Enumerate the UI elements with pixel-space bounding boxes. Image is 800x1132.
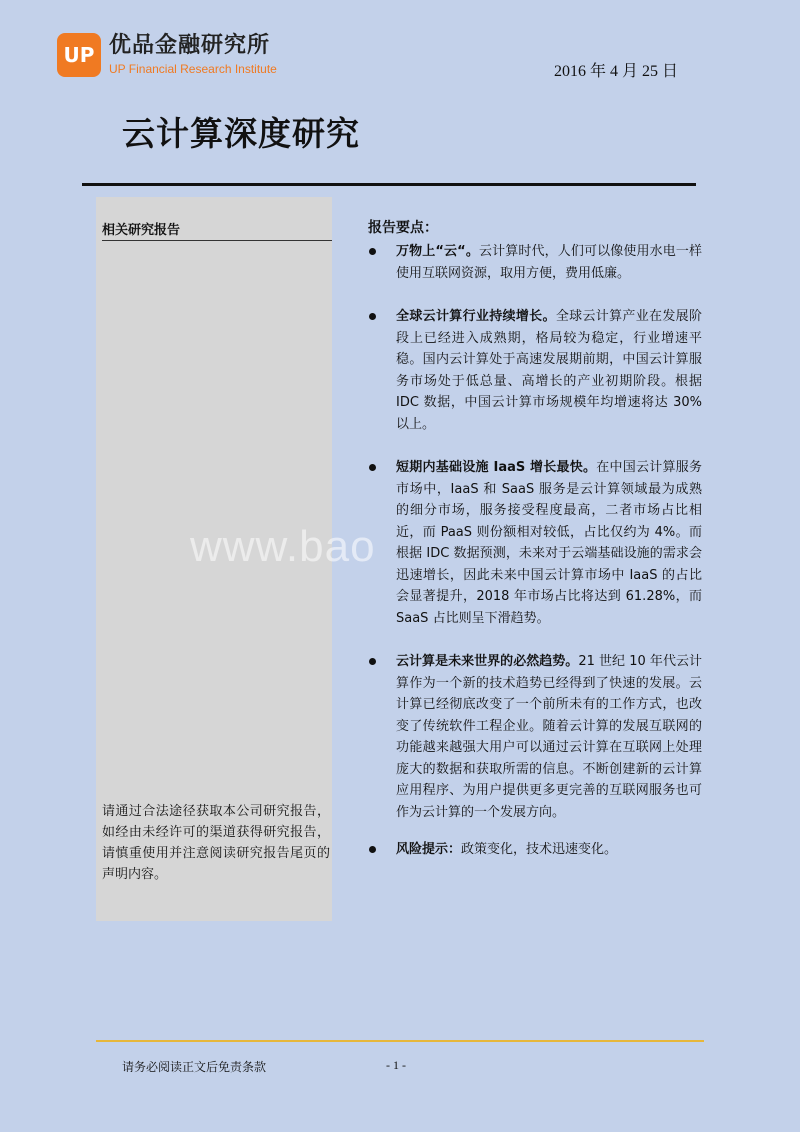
footer-disclaimer: 请务必阅读正文后免责条款 <box>122 1060 267 1074</box>
highlight-lead: 万物上“云“。 <box>396 244 479 259</box>
highlight-lead: 全球云计算行业持续增长。 <box>396 309 556 324</box>
highlight-item <box>368 651 702 823</box>
highlight-lead: 短期内基础设施 IaaS 增长最快。 <box>396 460 597 475</box>
highlight-item <box>368 457 702 629</box>
title-divider <box>82 183 696 186</box>
bullet-dot-icon <box>369 658 376 665</box>
bullet-dot-icon <box>369 846 376 853</box>
highlight-item <box>368 241 702 284</box>
bullet-dot-icon <box>369 248 376 255</box>
related-reports-heading: 相关研究报告 <box>102 219 332 241</box>
report-date: 2016 年 4 月 25 日 <box>553 63 678 80</box>
logo-english-name: UP Financial Research Institute <box>109 62 277 76</box>
watermark: www.bao <box>190 522 376 571</box>
highlight-lead: 云计算是未来世界的必然趋势。 <box>396 654 579 669</box>
highlight-lead: 风险提示： <box>396 842 462 857</box>
logo-badge: UP <box>57 33 101 77</box>
page-title: 云计算深度研究 <box>122 114 360 153</box>
bullet-dot-icon <box>369 464 376 471</box>
bullet-dot-icon <box>369 313 376 320</box>
highlight-text: 在中国云计算服务市场中，IaaS 和 SaaS 服务是云计算领域最为成熟的细分市场，服务接受程度最高，二者市场占比相近，而 PaaS 则份额相对较低，占比仅约为 4%。而根据 IDC 数据预测，未来对于云端基础设施的需求会迅速增长，因此未来中国云计算市场中 IaaS 的占比会显著提升，2018 年市场占比将达到 61.28%，而 SaaS 占比则呈下滑趋势。 <box>396 460 702 626</box>
highlight-text: 全球云计算产业在发展阶段上已经进入成熟期，格局较为稳定，行业增速平稳。国内云计算处于高速发展期前期，中国云计算服务市场处于低总量、高增长的产业初期阶段。根据 IDC 数据，中国云计算市场规模年均增速将达 30%以上。 <box>396 309 702 432</box>
footer-divider <box>96 1040 704 1042</box>
logo-chinese-name: 优品金融研究所 <box>109 33 271 58</box>
highlights-heading: 报告要点： <box>368 220 438 236</box>
highlight-item <box>368 839 702 861</box>
logo-text <box>109 33 277 77</box>
highlight-text: 云计算时代，人们可以像使用水电一样使用互联网资源，取用方便，费用低廉。 <box>396 244 702 281</box>
company-logo <box>57 33 277 77</box>
highlight-text: 政策变化，技术迅速变化。 <box>461 842 618 857</box>
page-number: - 1 - <box>386 1058 406 1072</box>
highlight-item <box>368 306 702 435</box>
report-highlights <box>368 217 702 861</box>
disclaimer-note: 请通过合法途径获取本公司研究报告，如经由未经许可的渠道获得研究报告，请慎重使用并注意阅读研究报告尾页的声明内容。 <box>102 804 330 882</box>
highlight-text: 21 世纪 10 年代云计算作为一个新的技术趋势已经得到了快速的发展。云计算已经彻底改变了一个前所未有的工作方式，也改变了传统软件工程企业。随着云计算的发展互联网的功能越来越强大用户可以通过云计算在互联网上处理庞大的数据和获取所需的信息。不断创建新的云计算应用程序、为用户提供更多更完善的互联网服务也可作为云计算的一个发展方向。 <box>396 654 702 820</box>
